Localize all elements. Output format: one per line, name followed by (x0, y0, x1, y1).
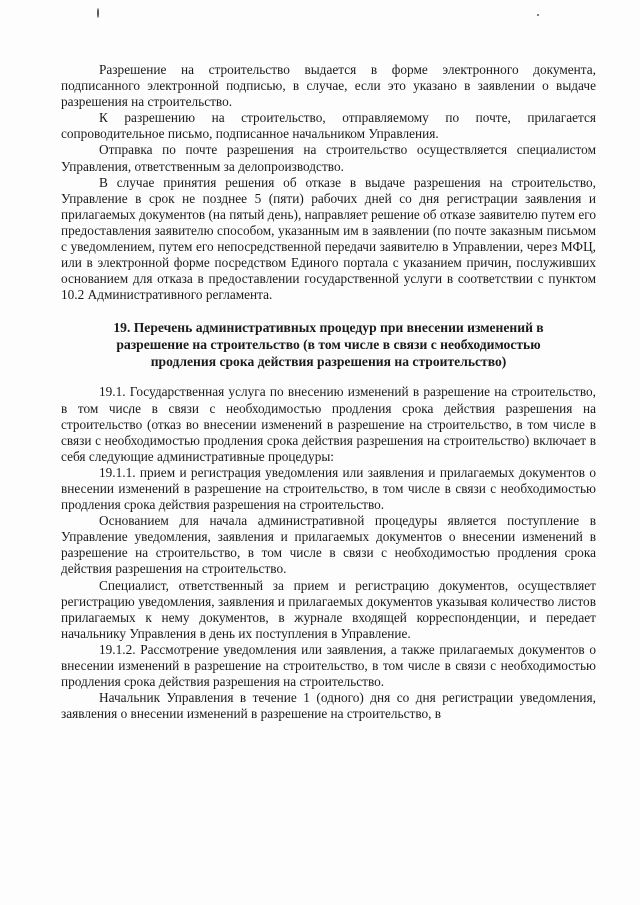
paragraph: 19.1.2. Рассмотрение уведомления или заявления, а также прилагаемых документов о внесении изменений в разрешение на строительство, в том числе в связи с необходимостью продления срока действия разрешения на строительство. (61, 641, 596, 690)
section-heading-line: продления срока действия разрешения на строительство) (150, 354, 507, 370)
scan-speck (97, 8, 99, 18)
section-heading (61, 319, 596, 370)
paragraph: 19.1. Государственная услуга по внесению изменений в разрешение на строительство, в том числе в связи с необходимостью продления срока действия разрешения на строительство (отказ во внесении изменений в разрешение на строительство, в том числе в связи с необходимостью продления срока действия разрешения на строительство) включает в себя следующие административные процедуры: (61, 384, 596, 464)
section-heading-line: разрешение на строительство (в том числе в связи с необходимостью (116, 337, 541, 353)
paragraph: Начальник Управления в течение 1 (одного) дня со дня регистрации уведомления, заявления о внесении изменений в разрешение на строительство, в (61, 690, 596, 722)
paragraph: Основанием для начала административной процедуры является поступление в Управление уведомления, заявления и прилагаемых документов о внесении изменений в разрешение на строительство, в том числе в связи с необходимостью продления срока действия разрешения на строительство. (61, 513, 596, 577)
paragraph: В случае принятия решения об отказе в выдаче разрешения на строительство, Управление в срок не позднее 5 (пяти) рабочих дней со дня регистрации заявления и прилагаемых документов (на пятый день), направляет решение об отказе заявителю путем его предоставления заявителю способом, указанным им в заявлении (по почте заказным письмом с уведомлением, путем его непосредственной передачи заявителю в Управлении, через МФЦ, или в электронной форме посредством Единого портала с указанием причин, послуживших основанием для отказа в предоставлении государственной услуги в соответствии с пунктом 10.2 Административного регламента. (61, 174, 596, 303)
paragraph: Отправка по почте разрешения на строительство осуществляется специалистом Управления, ответственным за делопроизводство. (61, 142, 596, 174)
paragraph: Специалист, ответственный за прием и регистрацию документов, осуществляет регистрацию уведомления, заявления и прилагаемых документов указывая количество листов прилагаемых к нему документов, в журнале входящей корреспонденции, и передает начальнику Управления в день их поступления в Управление. (61, 577, 596, 641)
scan-speck (537, 14, 539, 16)
document-body (61, 62, 596, 722)
paragraph: К разрешению на строительство, отправляемому по почте, прилагается сопроводительное письмо, подписанное начальником Управления. (61, 110, 596, 142)
section-heading-line: 19. Перечень административных процедур при внесении изменений в (113, 320, 544, 336)
paragraph: Разрешение на строительство выдается в форме электронного документа, подписанного электронной подписью, в случае, если это указано в заявлении о выдаче разрешения на строительство. (61, 62, 596, 110)
paragraph: 19.1.1. прием и регистрация уведомления или заявления и прилагаемых документов о внесении изменений в разрешение на строительство, в том числе в связи с необходимостью продления срока действия разрешения на строительство. (61, 464, 596, 513)
